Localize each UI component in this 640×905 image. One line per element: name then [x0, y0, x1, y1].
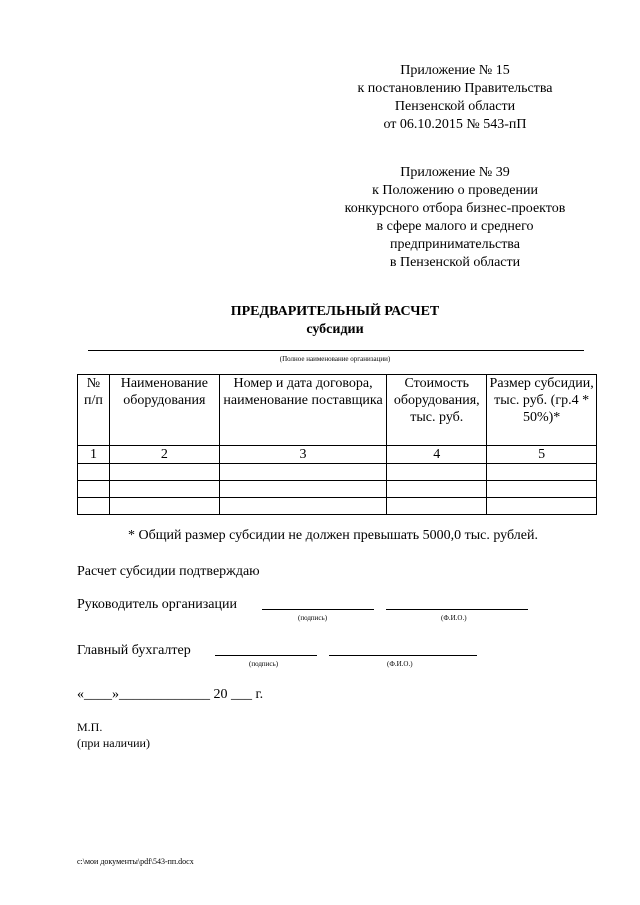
- head-of-organization-label: Руководитель организации: [77, 597, 237, 612]
- table-cell: [487, 498, 597, 515]
- accountant-name-line: [329, 655, 477, 656]
- accountant-signature-caption: (подпись): [249, 660, 279, 668]
- appendix-39-block: [330, 164, 580, 272]
- document-subtitle: субсидии: [306, 322, 364, 337]
- appendix-39-line-2: к Положению о проведении: [372, 183, 538, 198]
- table-cell: [387, 464, 487, 481]
- head-name-caption: (Ф.И.О.): [441, 614, 467, 622]
- date-line: «____»_____________ 20 ___ г.: [77, 687, 264, 702]
- stamp-note: (при наличии): [77, 736, 150, 750]
- document-title: ПРЕДВАРИТЕЛЬНЫЙ РАСЧЕТ: [230, 304, 440, 319]
- table-row: [78, 481, 597, 498]
- organization-name-line: [88, 350, 584, 351]
- chief-accountant-label: Главный бухгалтер: [77, 643, 191, 658]
- table-cell: [387, 498, 487, 515]
- table-cell: [78, 481, 110, 498]
- table-cell: [219, 498, 387, 515]
- head-signature-caption: (подпись): [298, 614, 328, 622]
- subsidy-limit-note: * Общий размер субсидии не должен превышать 5000,0 тыс. рублей.: [128, 528, 538, 543]
- header-contract-supplier: Номер и дата договора, наименование поставщика: [219, 375, 387, 446]
- appendix-39-number: Приложение № 39: [400, 165, 510, 180]
- subsidy-calculation-table: [77, 374, 597, 515]
- table-header-row: [78, 375, 597, 446]
- table-cell: [219, 481, 387, 498]
- appendix-39-line-6: в Пензенской области: [389, 255, 521, 270]
- table-cell: [487, 481, 597, 498]
- header-subsidy-amount: Размер субсидии, тыс. руб. (гр.4 * 50%)*: [487, 375, 597, 446]
- appendix-39-line-3: конкурсного отбора бизнес-проектов: [344, 201, 566, 216]
- table-column-numbers-row: [78, 446, 597, 464]
- table-cell: [78, 464, 110, 481]
- appendix-15-reference: к постановлению Правительства: [357, 81, 553, 96]
- confirmation-text: Расчет субсидии подтверждаю: [77, 564, 260, 579]
- head-name-line: [386, 609, 528, 610]
- header-equipment-cost: Стоимость оборудования, тыс. руб.: [387, 375, 487, 446]
- table-cell: [109, 464, 219, 481]
- table-row: [78, 464, 597, 481]
- column-number-2: 2: [109, 446, 219, 464]
- accountant-name-caption: (Ф.И.О.): [387, 660, 413, 668]
- column-number-1: 1: [78, 446, 110, 464]
- column-number-5: 5: [487, 446, 597, 464]
- accountant-signature-line: [215, 655, 317, 656]
- table-cell: [109, 481, 219, 498]
- organization-name-caption: (Полное наименование организации): [279, 355, 391, 363]
- table-cell: [78, 498, 110, 515]
- head-signature-line: [262, 609, 374, 610]
- table-cell: [387, 481, 487, 498]
- appendix-15-date: от 06.10.2015 № 543-пП: [383, 117, 527, 132]
- appendix-39-line-5: предпринимательства: [390, 237, 520, 252]
- appendix-15-region: Пензенской области: [394, 99, 516, 114]
- table-cell: [219, 464, 387, 481]
- column-number-3: 3: [219, 446, 387, 464]
- table-cell: [109, 498, 219, 515]
- appendix-39-line-4: в сфере малого и среднего: [376, 219, 534, 234]
- stamp-placeholder: М.П.: [77, 720, 103, 734]
- table-row: [78, 498, 597, 515]
- header-item-number: № п/п: [78, 375, 110, 446]
- header-equipment-name: Наименование оборудования: [109, 375, 219, 446]
- table-cell: [487, 464, 597, 481]
- column-number-4: 4: [387, 446, 487, 464]
- appendix-15-block: [330, 62, 580, 134]
- appendix-15-number: Приложение № 15: [400, 63, 510, 78]
- file-path-footer: c:\мои документы\pdf\543-пп.docx: [77, 857, 194, 866]
